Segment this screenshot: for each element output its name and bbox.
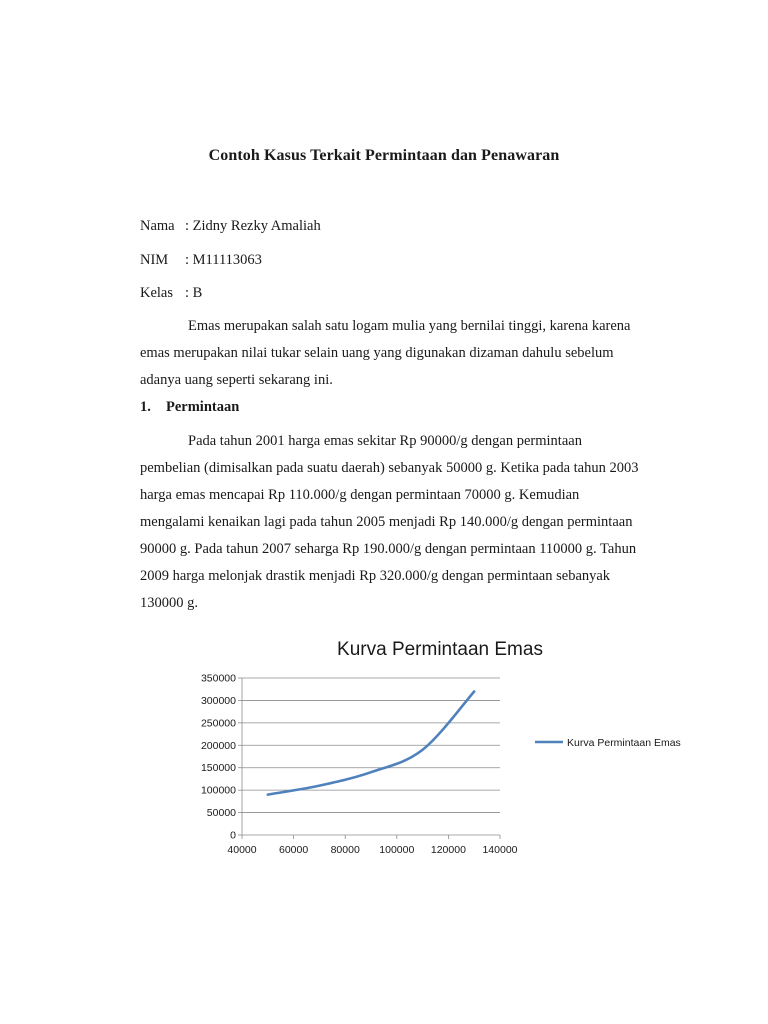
paragraph-line: emas merupakan nilai tukar selain uang yang digunakan dizaman dahulu sebelum (140, 345, 614, 361)
x-tick-label: 40000 (227, 844, 257, 856)
series-line (268, 691, 474, 794)
demand-curve-chart (170, 625, 730, 865)
chart-svg (170, 625, 730, 865)
permintaan-paragraph (140, 428, 660, 617)
info-label: Kelas (140, 285, 174, 301)
paragraph-line: 2009 harga melonjak drastik menjadi Rp 320.000/g dengan permintaan sebanyak (140, 568, 611, 584)
info-value: : B (185, 285, 203, 301)
y-tick-label: 50000 (206, 807, 236, 820)
chart-legend (535, 737, 681, 749)
info-row-nim (140, 252, 262, 269)
paragraph-line: Pada tahun 2001 harga emas sekitar Rp 90000/g dengan permintaan (188, 433, 582, 449)
x-tick-label: 120000 (430, 844, 466, 856)
x-tick-label: 60000 (278, 844, 309, 856)
section-title: Permintaan (166, 399, 240, 415)
y-tick-label: 300000 (200, 694, 236, 707)
document-title: Contoh Kasus Terkait Permintaan dan Penawaran (208, 147, 560, 164)
paragraph-line: 130000 g. (140, 595, 198, 611)
y-tick-label: 150000 (200, 762, 236, 775)
y-tick-label: 0 (230, 829, 236, 842)
info-row-nama (140, 218, 321, 235)
legend-label: Kurva Permintaan Emas (567, 737, 681, 749)
chart-axes (201, 673, 518, 857)
paragraph-line: 90000 g. Pada tahun 2007 seharga Rp 190.000/g dengan permintaan 110000 g. Tahun (140, 541, 637, 557)
info-value: : Zidny Rezky Amaliah (185, 218, 321, 234)
info-row-kelas (140, 285, 202, 302)
intro-paragraph (140, 313, 660, 394)
x-tick-label: 80000 (330, 844, 360, 856)
x-tick-label: 100000 (379, 844, 415, 856)
y-tick-label: 200000 (200, 739, 236, 752)
y-tick-label: 250000 (200, 717, 236, 730)
section-heading-permintaan (140, 399, 239, 416)
paragraph-line: mengalami kenaikan lagi pada tahun 2005 menjadi Rp 140.000/g dengan permintaan (140, 514, 633, 530)
chart-series (268, 691, 474, 794)
paragraph-line: adanya uang seperti sekarang ini. (140, 372, 333, 388)
paragraph-line: pembelian (dimisalkan pada suatu daerah) sebanyak 50000 g. Ketika pada tahun 2003 (140, 460, 639, 476)
info-label: NIM (140, 252, 169, 268)
paragraph-line: Emas merupakan salah satu logam mulia yang bernilai tinggi, karena karena (188, 318, 631, 334)
paragraph-line: harga emas mencapai Rp 110.000/g dengan permintaan 70000 g. Kemudian (140, 487, 580, 503)
y-tick-label: 350000 (200, 672, 236, 685)
chart-title: Kurva Permintaan Emas (337, 639, 543, 660)
section-number: 1. (140, 399, 151, 415)
info-value: : M11113063 (185, 252, 262, 268)
x-tick-label: 140000 (482, 844, 518, 856)
info-label: Nama (140, 218, 175, 234)
y-tick-label: 100000 (200, 784, 236, 797)
